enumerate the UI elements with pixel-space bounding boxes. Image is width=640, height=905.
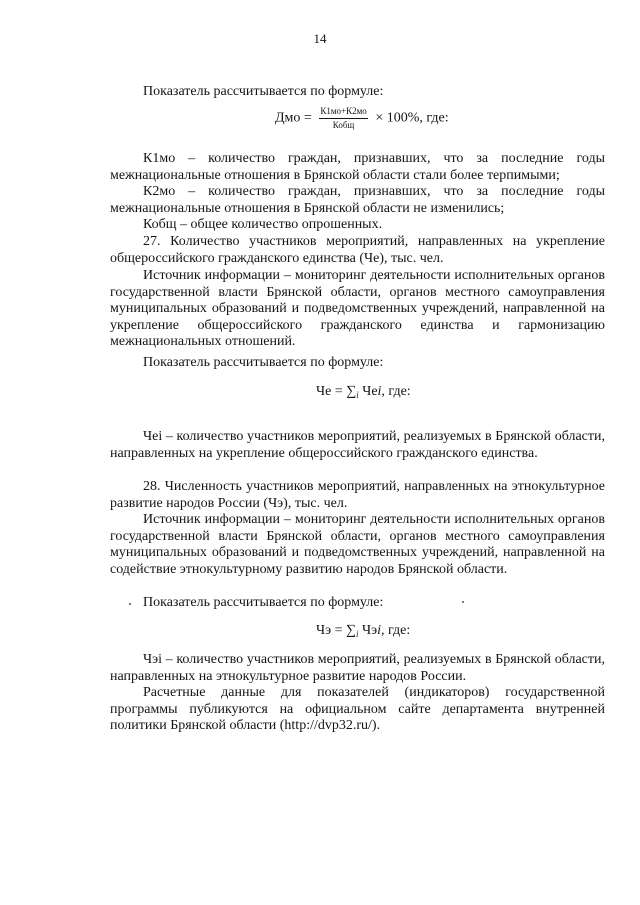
item-27-title: 27. Количество участников мероприятий, направленных на укрепление общероссийского гражданского единства (Че), тыс. чел. <box>110 234 605 266</box>
definition-k1mo: К1мо – количество граждан, признавших, что за последние годы межнациональные отношения в Брянской области стали более терпимыми; <box>110 151 605 183</box>
definition-chei: Чеi – количество участников мероприятий, реализуемых в Брянской области, направленных на укрепление общероссийского гражданского единства. <box>110 429 605 461</box>
item-28-title: 28. Численность участников мероприятий, направленных на этнокультурное развитие народов России (Чэ), тыс. чел. <box>110 479 605 511</box>
formula-dmo-fraction <box>319 106 367 131</box>
formula-che-ethno-term-i: i <box>377 623 382 638</box>
closing-paragraph: Расчетные данные для показателей (индикаторов) государственной программы публикуются на официальном сайте департамента внутренней политики Брянской области (http://dvp32.ru/). <box>110 685 605 733</box>
formula-dmo-lhs: Дмо <box>275 110 301 126</box>
definition-chei-ethno: Чэi – количество участников мероприятий, реализуемых в Брянской области, направленных на этнокультурное развитие народов России. <box>110 652 605 684</box>
page-number: 14 <box>313 31 327 46</box>
formula-che-ethno-rest: , где: <box>381 623 411 638</box>
formula-dmo-rest: × 100%, где: <box>375 110 449 126</box>
formula-intro-3: Показатель рассчитывается по формуле: <box>143 595 384 610</box>
formula-intro-1: Показатель рассчитывается по формуле: <box>143 84 384 99</box>
formula-che-ethno-term: Чэ <box>362 623 378 638</box>
formula-che-ethno-eq: = <box>334 623 343 638</box>
scan-speck <box>129 603 131 605</box>
formula-intro-2: Показатель рассчитывается по формуле: <box>143 355 384 370</box>
item-27-source: Источник информации – мониторинг деятельности исполнительных органов государственной власти Брянской области, органов местного самоуправления муниципальных образований и подведомственных учреждений, направленной на укрепление общероссийского гражданского единства и гармонизацию межнациональных отношений. <box>110 268 605 349</box>
formula-che-eq: = <box>334 384 343 399</box>
formula-che-ethno-sum: ∑ <box>346 623 356 638</box>
formula-dmo-numerator: К1мо+К2мо <box>319 106 367 119</box>
item-28-source: Источник информации – мониторинг деятельности исполнительных органов государственной власти Брянской области, органов местного самоуправления муниципальных образований и подведомственных учреждений, направленной на содействие этнокультурному развитию народов Брянской области. <box>110 512 605 577</box>
formula-che-sub: i <box>356 390 359 400</box>
formula-dmo-denominator: Кобщ <box>332 120 355 130</box>
formula-dmo <box>275 106 449 131</box>
formula-che <box>316 384 411 403</box>
formula-che-term-i: i <box>377 384 382 399</box>
formula-che-ethno-sub: i <box>356 629 359 639</box>
formula-che-term: Че <box>362 384 378 399</box>
definition-k2mo: К2мо – количество граждан, признавших, что за последние годы межнациональные отношения в Брянской области не изменились; <box>110 184 605 216</box>
formula-che-ethno-lhs: Чэ <box>316 623 332 638</box>
formula-che-sum: ∑ <box>346 384 357 399</box>
definition-kobsch: Кобщ – общее количество опрошенных. <box>143 217 383 232</box>
formula-che-lhs: Че <box>316 384 332 399</box>
formula-dmo-eq: = <box>303 110 312 126</box>
formula-che-ethno <box>316 623 410 642</box>
scan-speck <box>462 601 464 603</box>
formula-che-rest: , где: <box>381 384 411 399</box>
